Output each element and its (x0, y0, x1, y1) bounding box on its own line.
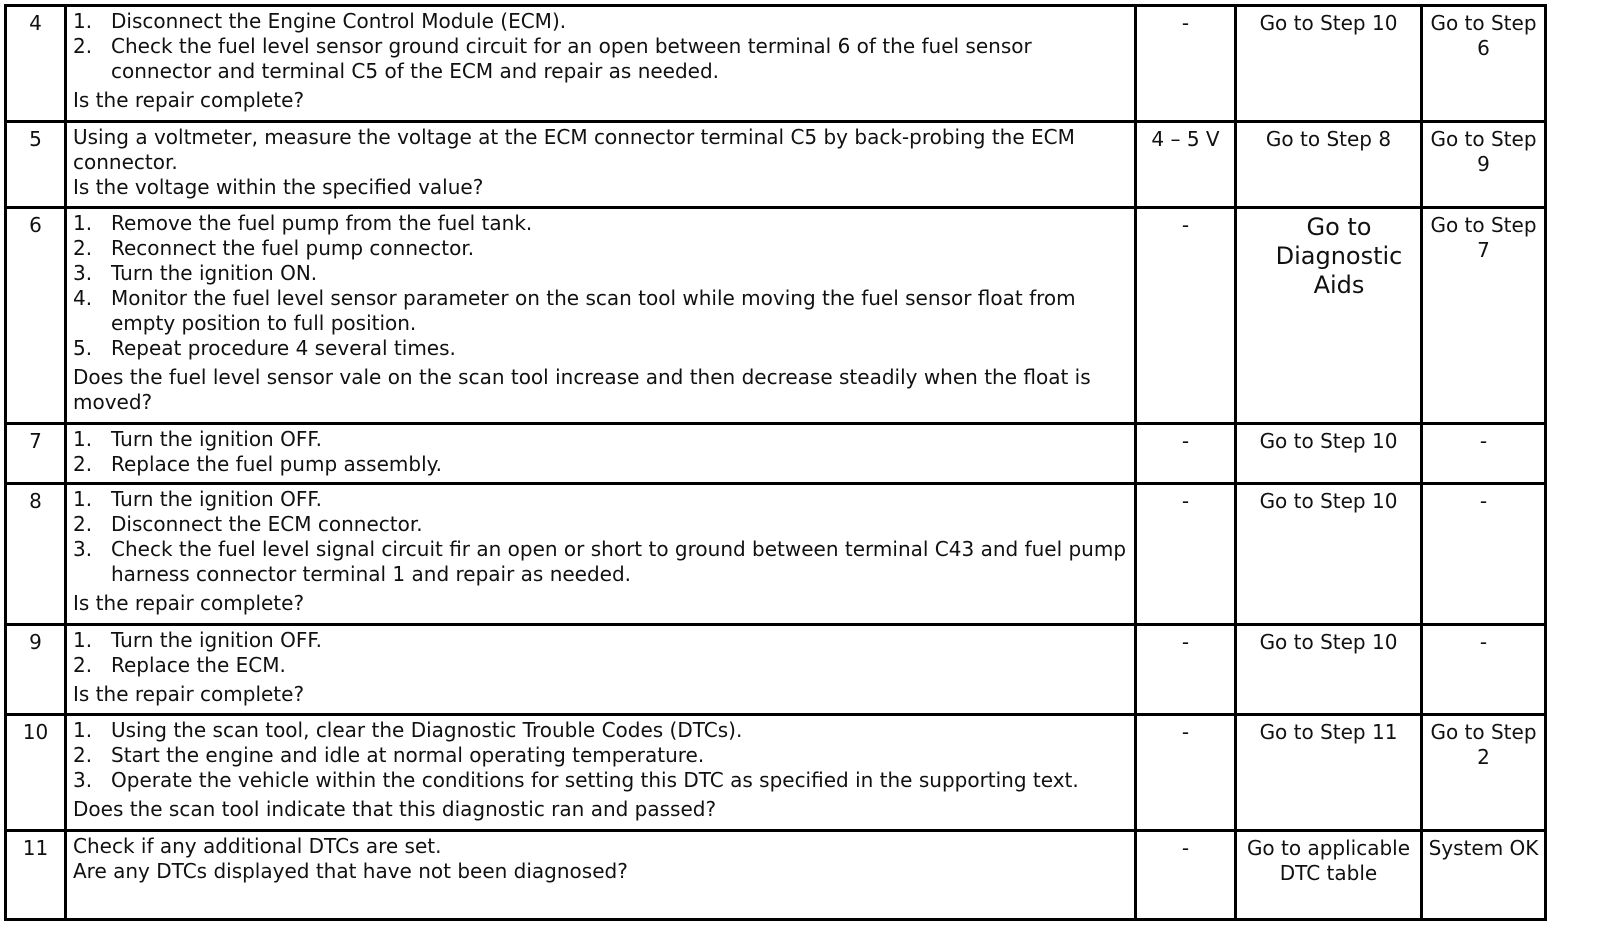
step-description: Using a voltmeter, measure the voltage at the ECM connector terminal C5 by back-probing the ECM connector. (73, 125, 1075, 174)
instruction-text: Repeat procedure 4 several times. (111, 336, 456, 360)
table-row (6, 122, 1546, 208)
table-row (6, 208, 1546, 424)
step-question: Are any DTCs displayed that have not been diagnosed? (73, 859, 628, 883)
instruction-number: 4. (73, 286, 93, 310)
value-cell: 4 – 5 V (1136, 122, 1236, 208)
instruction-item (73, 512, 1129, 537)
value-cell: - (1136, 6, 1236, 122)
instruction-number: 1. (73, 9, 93, 33)
value-cell: - (1136, 715, 1236, 831)
yes-action-cell: Go to Step 8 (1236, 122, 1422, 208)
instruction-item (73, 336, 1129, 361)
value-cell: - (1136, 208, 1236, 424)
instruction-text: Start the engine and idle at normal operating temperature. (111, 743, 705, 767)
no-action-cell: Go to Step 6 (1422, 6, 1546, 122)
yes-action-cell: Go to Step 10 (1236, 484, 1422, 625)
instruction-text: Check the fuel level signal circuit fir an open or short to ground between terminal C43 and fuel pump harness connector terminal 1 and repair as needed. (111, 537, 1127, 586)
value-cell: - (1136, 625, 1236, 715)
no-action-cell: Go to Step 2 (1422, 715, 1546, 831)
instruction-number: 2. (73, 512, 93, 536)
instruction-item (73, 236, 1129, 261)
no-action-cell: - (1422, 625, 1546, 715)
yes-action-cell: Go to Step 10 (1236, 625, 1422, 715)
instruction-item (73, 628, 1129, 653)
instruction-item (73, 261, 1129, 286)
step-number-cell: 8 (6, 484, 66, 625)
instruction-number: 5. (73, 336, 93, 360)
instruction-text: Remove the fuel pump from the fuel tank. (111, 211, 533, 235)
instruction-text: Monitor the fuel level sensor parameter on the scan tool while moving the fuel sensor float from empty position to full position. (111, 286, 1076, 335)
yes-action-cell: Go to Diagnostic Aids (1236, 208, 1422, 424)
table-row (6, 715, 1546, 831)
step-instructions-cell (66, 208, 1136, 424)
instruction-text: Replace the ECM. (111, 653, 286, 677)
step-question: Is the repair complete? (73, 682, 305, 706)
step-question: Is the repair complete? (73, 591, 305, 615)
instruction-number: 1. (73, 427, 93, 451)
step-number-cell: 9 (6, 625, 66, 715)
instruction-text: Turn the ignition OFF. (111, 628, 322, 652)
instruction-number: 3. (73, 768, 93, 792)
instruction-item (73, 34, 1129, 84)
step-instructions-cell (66, 6, 1136, 122)
instruction-item (73, 768, 1129, 793)
no-action-cell: Go to Step 7 (1422, 208, 1546, 424)
yes-action-cell: Go to Step 10 (1236, 424, 1422, 484)
table-row (6, 831, 1546, 920)
instruction-number: 1. (73, 628, 93, 652)
instruction-number: 1. (73, 487, 93, 511)
instruction-text: Replace the fuel pump assembly. (111, 452, 442, 476)
step-number-cell: 6 (6, 208, 66, 424)
step-description: Check if any additional DTCs are set. (73, 834, 442, 858)
step-number-cell: 7 (6, 424, 66, 484)
instruction-item (73, 211, 1129, 236)
instruction-number: 3. (73, 261, 93, 285)
instruction-text: Turn the ignition ON. (111, 261, 318, 285)
instruction-list (73, 427, 1129, 477)
instruction-item (73, 653, 1129, 678)
yes-action-cell: Go to applicable DTC table (1236, 831, 1422, 920)
instruction-number: 3. (73, 537, 93, 561)
instruction-text: Turn the ignition OFF. (111, 487, 322, 511)
instruction-list (73, 211, 1129, 361)
table-row (6, 484, 1546, 625)
instruction-number: 2. (73, 452, 93, 476)
instruction-list (73, 718, 1129, 793)
no-action-cell: - (1422, 424, 1546, 484)
instruction-text: Using the scan tool, clear the Diagnostic Trouble Codes (DTCs). (111, 718, 743, 742)
table-row (6, 424, 1546, 484)
instruction-list (73, 487, 1129, 587)
instruction-text: Operate the vehicle within the conditions for setting this DTC as specified in the supporting text. (111, 768, 1079, 792)
instruction-item (73, 286, 1129, 336)
instruction-item (73, 427, 1129, 452)
step-question: Does the fuel level sensor vale on the scan tool increase and then decrease steadily when the float is moved? (73, 365, 1091, 414)
instruction-item (73, 743, 1129, 768)
step-instructions-cell (66, 831, 1136, 920)
instruction-item (73, 9, 1129, 34)
instruction-text: Disconnect the Engine Control Module (ECM). (111, 9, 567, 33)
step-instructions-cell (66, 484, 1136, 625)
value-cell: - (1136, 424, 1236, 484)
instruction-text: Reconnect the fuel pump connector. (111, 236, 475, 260)
yes-action-cell: Go to Step 11 (1236, 715, 1422, 831)
no-action-cell: Go to Step 9 (1422, 122, 1546, 208)
table-body (6, 6, 1546, 920)
instruction-number: 2. (73, 34, 93, 58)
step-number-cell: 10 (6, 715, 66, 831)
step-number-cell: 4 (6, 6, 66, 122)
value-cell: - (1136, 831, 1236, 920)
no-action-cell: System OK (1422, 831, 1546, 920)
table-row (6, 6, 1546, 122)
instruction-number: 2. (73, 236, 93, 260)
step-question: Is the voltage within the specified value? (73, 175, 484, 199)
step-number-cell: 5 (6, 122, 66, 208)
step-instructions-cell (66, 122, 1136, 208)
step-question: Does the scan tool indicate that this diagnostic ran and passed? (73, 797, 717, 821)
instruction-text: Turn the ignition OFF. (111, 427, 322, 451)
step-number-cell: 11 (6, 831, 66, 920)
instruction-item (73, 452, 1129, 477)
table-row (6, 625, 1546, 715)
instruction-item (73, 537, 1129, 587)
instruction-item (73, 487, 1129, 512)
instruction-list (73, 628, 1129, 678)
instruction-text: Check the fuel level sensor ground circuit for an open between terminal 6 of the fuel sensor connector and terminal C5 of the ECM and repair as needed. (111, 34, 1032, 83)
yes-action-cell: Go to Step 10 (1236, 6, 1422, 122)
instruction-number: 2. (73, 743, 93, 767)
no-action-cell: - (1422, 484, 1546, 625)
value-cell: - (1136, 484, 1236, 625)
instruction-number: 1. (73, 211, 93, 235)
step-instructions-cell (66, 715, 1136, 831)
step-question: Is the repair complete? (73, 88, 305, 112)
diagnostic-steps-table (4, 4, 1547, 921)
step-instructions-cell (66, 625, 1136, 715)
instruction-number: 2. (73, 653, 93, 677)
instruction-item (73, 718, 1129, 743)
instruction-number: 1. (73, 718, 93, 742)
step-instructions-cell (66, 424, 1136, 484)
instruction-list (73, 9, 1129, 84)
instruction-text: Disconnect the ECM connector. (111, 512, 423, 536)
